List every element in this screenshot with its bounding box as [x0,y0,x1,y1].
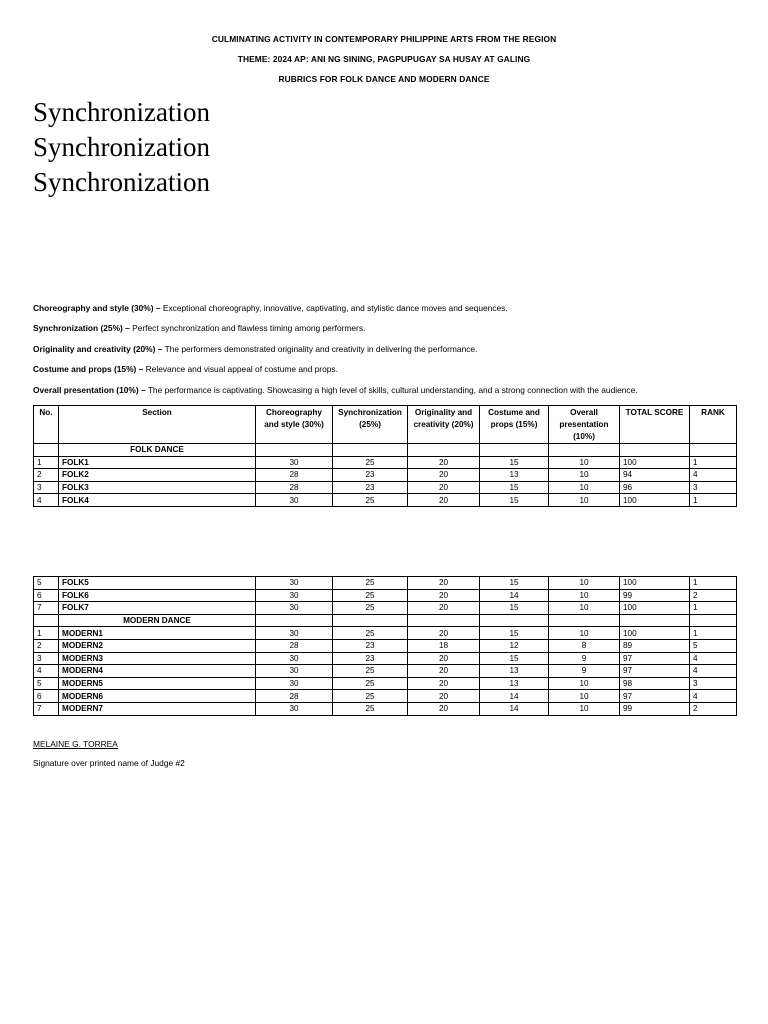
criterion-desc: The performance is captivating. Showcasing a high level of skills, cultural understanding, and a strong connection with the audience. [145,385,638,395]
cell-total: 100 [620,456,690,469]
cell-costume: 15 [480,602,549,615]
cell-originality: 20 [408,456,480,469]
cell-total: 100 [620,577,690,590]
criterion-costume [33,364,338,374]
col-header-choreography: Choreography and style (30%) [256,406,333,444]
cell-total: 100 [620,494,690,507]
cell-synchronization: 25 [333,494,408,507]
cell-synchronization: 25 [333,589,408,602]
criterion-overall [33,385,638,395]
cell-choreography: 28 [256,690,333,703]
cell-rank: 1 [690,577,737,590]
cell-rank: 1 [690,494,737,507]
cell-choreography: 30 [256,602,333,615]
cell-section: MODERN1 [59,627,256,640]
criterion-title: Choreography and style (30%) – [33,303,161,313]
cell-total: 96 [620,481,690,494]
cell-no: 7 [34,602,59,615]
cell-total: 100 [620,627,690,640]
cell-originality: 20 [408,481,480,494]
cell-overall: 10 [549,677,620,690]
cell-choreography: 30 [256,677,333,690]
cell-rank: 5 [690,639,737,652]
table-row [34,639,737,652]
cell-originality: 20 [408,702,480,715]
cell-costume: 14 [480,702,549,715]
table-row [34,577,737,590]
synchronization-heading: Synchronization Synchronization Synchronization [33,97,210,197]
cell-total: 97 [620,690,690,703]
cell-no: 7 [34,702,59,715]
cell-overall: 10 [549,456,620,469]
col-header-no: No. [34,406,59,444]
criterion-title: Originality and creativity (20%) – [33,344,163,354]
cell-no: 1 [34,627,59,640]
cell-rank: 1 [690,456,737,469]
cell-section: FOLK2 [59,469,256,482]
cell-synchronization: 25 [333,665,408,678]
header-rubrics: RUBRICS FOR FOLK DANCE AND MODERN DANCE [278,74,490,84]
cell-synchronization: 25 [333,702,408,715]
cell-section: FOLK5 [59,577,256,590]
cell-rank: 4 [690,690,737,703]
cell-rank: 3 [690,481,737,494]
criterion-desc: Relevance and visual appeal of costume and props. [143,364,338,374]
cell-originality: 18 [408,639,480,652]
cell-synchronization: 23 [333,481,408,494]
cell-synchronization: 23 [333,639,408,652]
cell-choreography: 30 [256,652,333,665]
cell-originality: 20 [408,589,480,602]
table-row [34,702,737,715]
cell-total: 99 [620,589,690,602]
cell-no: 3 [34,481,59,494]
criterion-synchronization [33,323,365,333]
cell-overall: 10 [549,469,620,482]
cell-synchronization: 25 [333,627,408,640]
cell-total: 97 [620,652,690,665]
cell-total: 98 [620,677,690,690]
judge-name: MELAINE G. TORREA [33,739,118,749]
cell-section: MODERN6 [59,690,256,703]
cell-synchronization: 25 [333,690,408,703]
cell-choreography: 30 [256,456,333,469]
table-row [34,665,737,678]
cell-costume: 13 [480,665,549,678]
cell-overall: 10 [549,494,620,507]
cell-synchronization: 23 [333,469,408,482]
col-header-costume: Costume and props (15%) [480,406,549,444]
cell-costume: 12 [480,639,549,652]
cell-no: 1 [34,456,59,469]
col-header-rank: RANK [690,406,737,444]
cell-section: MODERN7 [59,702,256,715]
cell-synchronization: 23 [333,652,408,665]
cell-choreography: 30 [256,702,333,715]
cell-rank: 2 [690,589,737,602]
table-row [34,602,737,615]
criterion-desc: The performers demonstrated originality and creativity in delivering the performance. [162,344,478,354]
cell-overall: 9 [549,665,620,678]
criterion-desc: Perfect synchronization and flawless timing among performers. [129,323,366,333]
cell-rank: 4 [690,469,737,482]
cell-choreography: 30 [256,665,333,678]
cell-choreography: 30 [256,589,333,602]
cell-costume: 13 [480,469,549,482]
cell-overall: 10 [549,481,620,494]
cell-costume: 14 [480,690,549,703]
table-row [34,677,737,690]
cell-costume: 13 [480,677,549,690]
cell-total: 99 [620,702,690,715]
signature-caption: Signature over printed name of Judge #2 [33,758,185,768]
col-header-overall: Overall presentation (10%) [549,406,620,444]
cell-overall: 10 [549,690,620,703]
table-row [34,627,737,640]
cell-synchronization: 25 [333,602,408,615]
criterion-title: Synchronization (25%) – [33,323,130,333]
cell-originality: 20 [408,469,480,482]
cell-choreography: 30 [256,627,333,640]
criterion-desc: Exceptional choreography, innovative, captivating, and stylistic dance moves and sequences. [160,303,508,313]
rubric-table-part1 [33,405,737,507]
cell-choreography: 28 [256,481,333,494]
cell-total: 94 [620,469,690,482]
cell-no: 6 [34,690,59,703]
cell-section: MODERN2 [59,639,256,652]
cell-no: 2 [34,639,59,652]
criterion-title: Costume and props (15%) – [33,364,144,374]
group-row-folk [34,444,737,457]
cell-rank: 2 [690,702,737,715]
cell-originality: 20 [408,690,480,703]
cell-rank: 1 [690,627,737,640]
cell-overall: 10 [549,702,620,715]
cell-originality: 20 [408,627,480,640]
cell-choreography: 30 [256,494,333,507]
cell-costume: 15 [480,577,549,590]
cell-choreography: 28 [256,639,333,652]
cell-no: 4 [34,494,59,507]
cell-choreography: 28 [256,469,333,482]
cell-overall: 10 [549,589,620,602]
criterion-choreography [33,303,508,313]
rubric-table-part2 [33,576,737,716]
col-header-synchronization: Synchronization (25%) [333,406,408,444]
cell-overall: 10 [549,627,620,640]
cell-costume: 15 [480,481,549,494]
cell-costume: 15 [480,627,549,640]
cell-no: 6 [34,589,59,602]
cell-rank: 1 [690,602,737,615]
cell-costume: 14 [480,589,549,602]
cell-rank: 4 [690,665,737,678]
cell-overall: 10 [549,602,620,615]
cell-costume: 15 [480,652,549,665]
header-title: CULMINATING ACTIVITY IN CONTEMPORARY PHILIPPINE ARTS FROM THE REGION [211,34,557,44]
cell-overall: 10 [549,577,620,590]
cell-section: FOLK7 [59,602,256,615]
cell-no: 2 [34,469,59,482]
col-header-total: TOTAL SCORE [620,406,690,444]
cell-overall: 9 [549,652,620,665]
cell-costume: 15 [480,456,549,469]
cell-total: 89 [620,639,690,652]
cell-originality: 20 [408,677,480,690]
cell-originality: 20 [408,665,480,678]
table-row [34,690,737,703]
cell-costume: 15 [480,494,549,507]
col-header-originality: Originality and creativity (20%) [408,406,480,444]
table-row [34,589,737,602]
cell-section: FOLK3 [59,481,256,494]
table-row [34,469,737,482]
cell-rank: 3 [690,677,737,690]
cell-synchronization: 25 [333,456,408,469]
cell-no: 4 [34,665,59,678]
cell-no: 5 [34,577,59,590]
cell-synchronization: 25 [333,677,408,690]
group-row-modern [34,614,737,627]
cell-total: 97 [620,665,690,678]
header-theme: THEME: 2024 AP: ANI NG SINING, PAGPUPUGAY SA HUSAY AT GALING [237,54,531,64]
group-label-modern: MODERN DANCE [59,614,256,627]
cell-overall: 8 [549,639,620,652]
criterion-title: Overall presentation (10%) – [33,385,146,395]
table-row [34,494,737,507]
table-row [34,456,737,469]
cell-section: MODERN5 [59,677,256,690]
cell-originality: 20 [408,602,480,615]
cell-synchronization: 25 [333,577,408,590]
table-header-row [34,406,737,444]
cell-originality: 20 [408,494,480,507]
cell-section: MODERN3 [59,652,256,665]
cell-section: MODERN4 [59,665,256,678]
cell-section: FOLK4 [59,494,256,507]
cell-no: 3 [34,652,59,665]
cell-section: FOLK1 [59,456,256,469]
cell-no: 5 [34,677,59,690]
cell-choreography: 30 [256,577,333,590]
col-header-section: Section [59,406,256,444]
cell-total: 100 [620,602,690,615]
table-row [34,481,737,494]
cell-originality: 20 [408,577,480,590]
cell-section: FOLK6 [59,589,256,602]
cell-rank: 4 [690,652,737,665]
cell-originality: 20 [408,652,480,665]
criterion-originality [33,344,477,354]
group-label-folk: FOLK DANCE [59,444,256,457]
table-row [34,652,737,665]
